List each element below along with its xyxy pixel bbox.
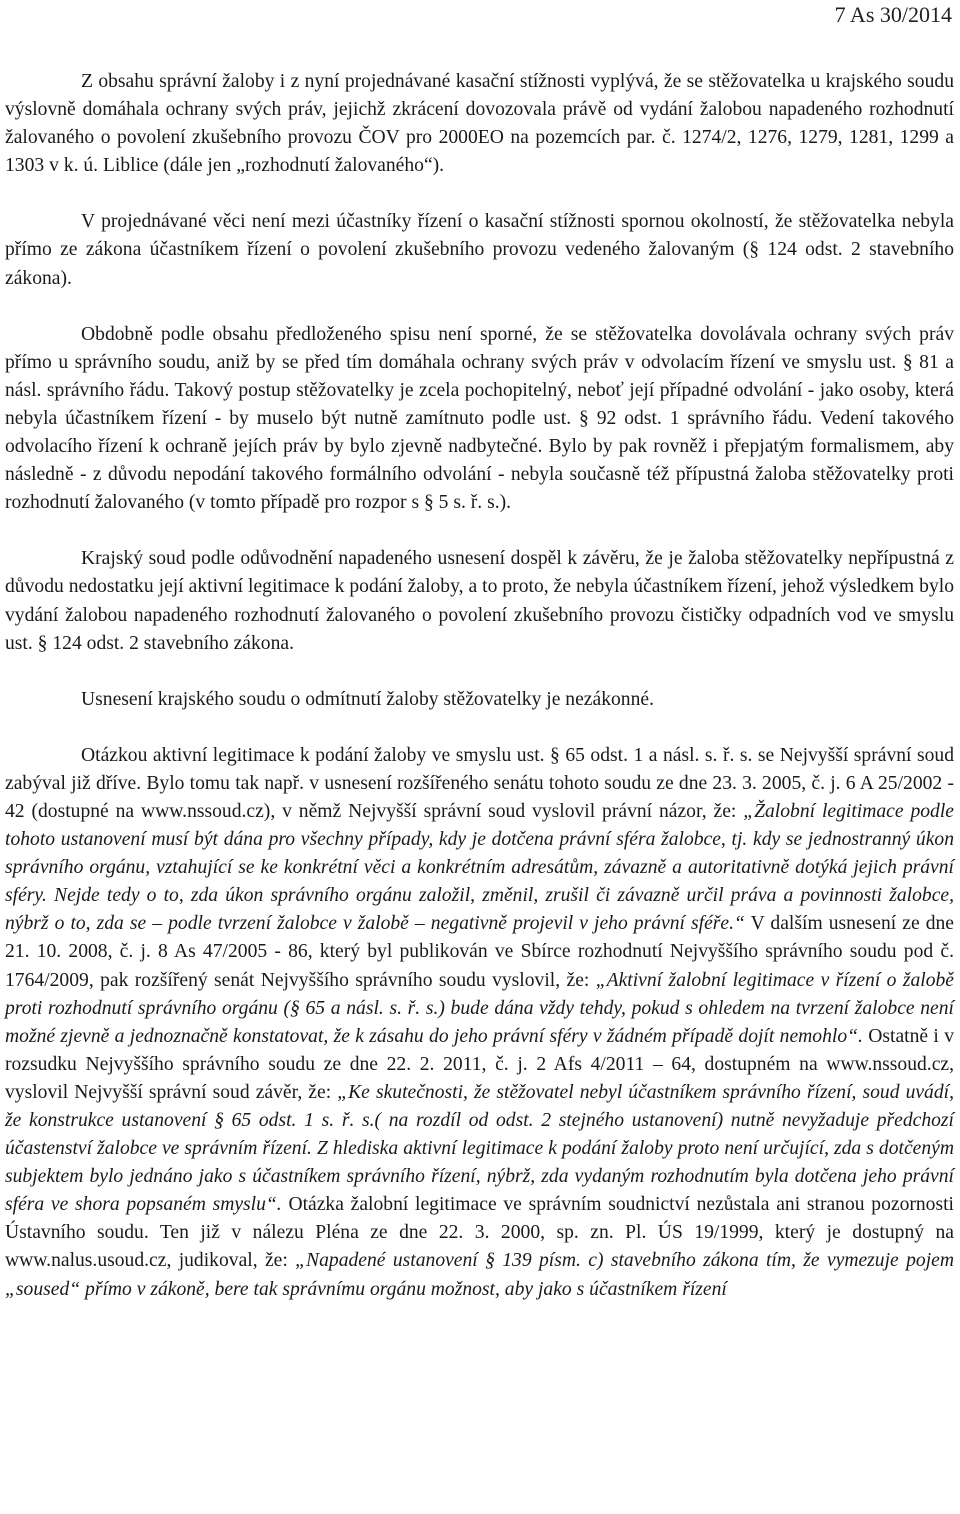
- paragraph-6-text-3: Ostatně i v rozsudku Nejvyššího správního soudu ze dne 22. 2. 2011, č. j. 2 Afs 4/2011 – 64, dostupném na www.nssoud.cz, vyslovil Nejvyšší správní soud závěr, že:: [5, 1025, 954, 1103]
- paragraph-2: V projednávané věci není mezi účastníky řízení o kasační stížnosti spornou okolností, že stěžovatelka nebyla přímo ze zákona účastníkem řízení o povolení zkušebního provozu vedeného žalovaným (§ 124 odst. 2 stavebního zákona).: [5, 211, 954, 289]
- case-number: 7 As 30/2014: [834, 2, 952, 27]
- paragraph-6-text-1: Otázkou aktivní legitimace k podání žaloby ve smyslu ust. § 65 odst. 1 a násl. s. ř. s. se Nejvyšší správní soud zabýval již dříve. Bylo tomu tak např. v usnesení rozšířeného senátu tohoto soudu ze dne 23. 3. 2005, č. j. 6 A 25/2002 - 42 (dostupné na www.nssoud.cz), v němž Nejvyšší správní soud vyslovil právní názor, že:: [5, 744, 954, 822]
- paragraph-3: Obdobně podle obsahu předloženého spisu není sporné, že se stěžovatelka dovolávala ochrany svých práv přímo u správního soudu, aniž by se před tím domáhala ochrany svých práv v odvolacím řízení ve smyslu ust. § 81 a násl. správního řádu. Takový postup stěžovatelky je zcela pochopitelný, neboť její případné odvolání - jako osoby, která nebyla účastníkem řízení - by muselo být nutně zamítnuto podle ust. § 92 odst. 1 správního řádu. Vedení takového odvolacího řízení k ochraně jejích práv by bylo zjevně nadbytečné. Bylo by pak rovněž i přepjatým formalismem, aby následně - z důvodu nepodání takového formálního odvolání - nebyla současně též přípustná žaloba stěžovatelky proti rozhodnutí žalovaného (v tomto případě pro rozpor s § 5 s. ř. s.).: [5, 323, 954, 514]
- document-body: [5, 68, 954, 1304]
- quotation-2: „Aktivní žalobní legitimace v řízení o žalobě proti rozhodnutí správního orgánu (§ 65 a násl. s. ř. s.) bude dána vždy tehdy, pokud s ohledem na tvrzení žalobce není možné zjevně a jednoznačně konstatovat, že k zásahu do jeho právní sféry v žádném případě dojít nemohlo“.: [5, 969, 954, 1047]
- quotation-3: „Ke skutečnosti, že stěžovatel nebyl účastníkem správního řízení, soud uvádí, že konstrukce ustanovení § 65 odst. 1 s. ř. s.( na rozdíl od odst. 2 stejného ustanovení) nutně nevyžaduje předchozí účastenství žalobce ve správním řízení. Z hlediska aktivní legitimace k podání žaloby proto není určující, zda s dotčeným subjektem bylo jednáno jako s účastníkem správního řízení, nýbrž, zda vydaným rozhodnutím byla dotčena jeho právní sféra ve shora popsaném smyslu“.: [5, 1081, 954, 1216]
- quotation-4: „Napadené ustanovení § 139 písm. c) stavebního zákona tím, že vymezuje pojem „soused“ přímo v zákoně, bere tak správnímu orgánu možnost, aby jako s účastníkem řízení: [5, 1250, 954, 1300]
- paragraph-6-text-4: Otázka žalobní legitimace ve správním soudnictví nezůstala ani stranou pozornosti Ústavního soudu. Ten již v nálezu Pléna ze dne 22. 3. 2000, sp. zn. Pl. ÚS 19/1999, který je dostupný na www.nalus.usoud.cz, judikoval, že:: [5, 1194, 954, 1272]
- quotation-1: „Žalobní legitimace podle tohoto ustanovení musí být dána pro všechny případy, kdy je dotčena právní sféra žalobce, tj. kdy se jednostranný úkon správního orgánu, vztahující se ke konkrétní věci a konkrétním adresátům, závazně a autoritativně dotýká jejich právní sféry. Nejde tedy o to, zda úkon správního orgánu založil, změnil, zrušil či závazně určil práva a povinnosti žalobce, nýbrž o to, zda se – podle tvrzení žalobce v žalobě – negativně projevil v jeho právní sféře.“: [5, 800, 954, 935]
- paragraph-4: Krajský soud podle odůvodnění napadeného usnesení dospěl k závěru, že je žaloba stěžovatelky nepřípustná z důvodu nedostatku její aktivní legitimace k podání žaloby, a to proto, že nebyla účastníkem řízení, jehož výsledkem bylo vydání žalobou napadeného rozhodnutí žalovaného o povolení zkušebního provozu čističky odpadních vod ve smyslu ust. § 124 odst. 2 stavebního zákona.: [5, 548, 954, 654]
- paragraph-5: Usnesení krajského soudu o odmítnutí žaloby stěžovatelky je nezákonné.: [81, 688, 654, 710]
- paragraph-6-text-2: V dalším usnesení ze dne 21. 10. 2008, č. j. 8 As 47/2005 - 86, který byl publikován ve Sbírce rozhodnutí Nejvyššího správního soudu pod č. 1764/2009, pak rozšířený senát Nejvyššího správního soudu vyslovil, že:: [5, 913, 954, 991]
- paragraph-1: Z obsahu správní žaloby i z nyní projednávané kasační stížnosti vyplývá, že se stěžovatelka u krajského soudu výslovně domáhala ochrany svých práv, jejichž zkrácení dovozovala právě od vydání žalobou napadeného rozhodnutí žalovaného o povolení zkušebního provozu ČOV pro 2000EO na pozemcích par. č. 1274/2, 1276, 1279, 1281, 1299 a 1303 v k. ú. Liblice (dále jen „rozhodnutí žalovaného“).: [5, 71, 954, 177]
- paragraph-6: [5, 742, 954, 1304]
